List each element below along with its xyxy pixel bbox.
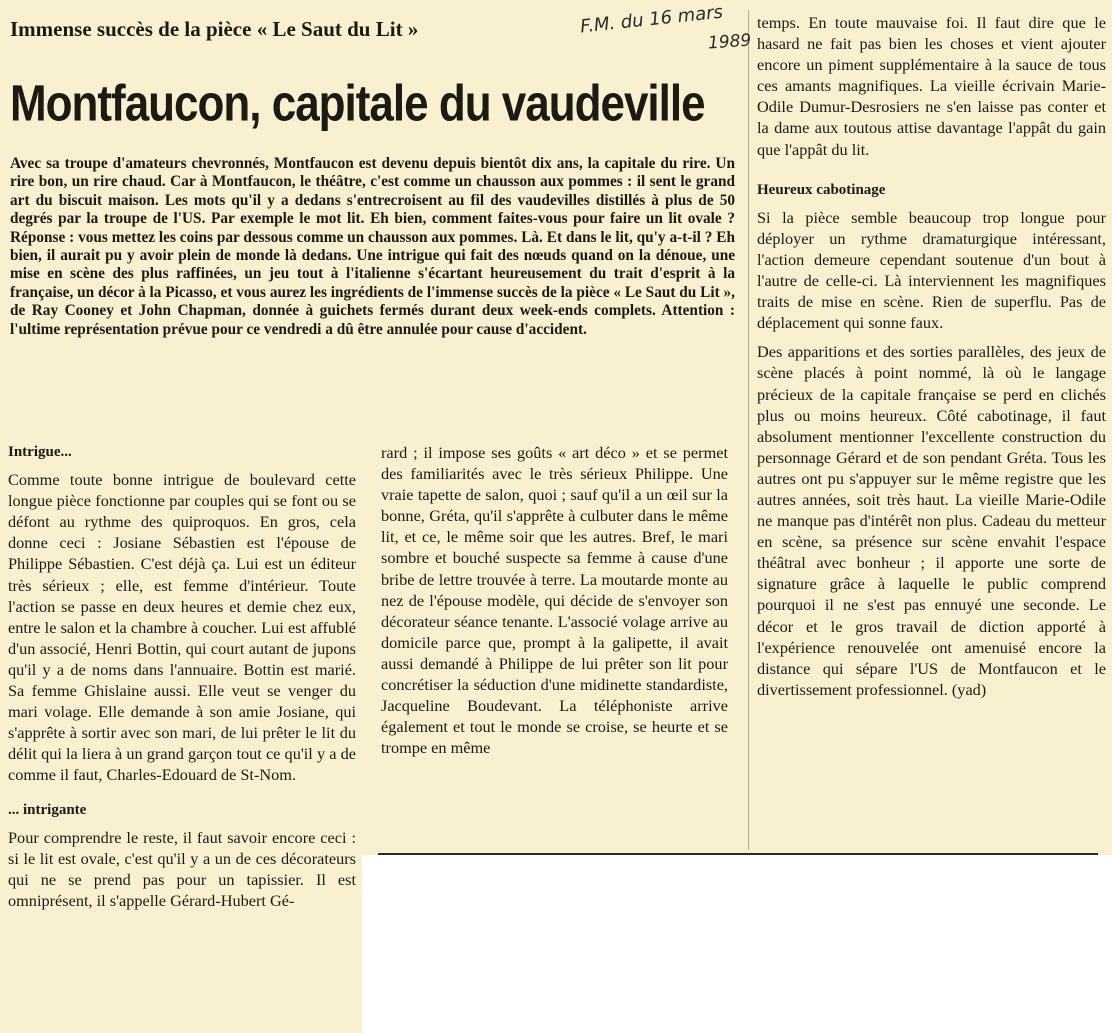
handwritten-date-note bbox=[576, 1, 766, 54]
column-3-paragraph-3: Des apparitions et des sorties parallèles, des jeux de scène placés à point nommé, là où le langage précieux de la capitale française se perd en clichés plus ou moins heureux. Côté cabotinage, il faut absolument mentionner l'excellente construction du personnage Gérard et de son pendant Gréta. Tous les autres ont pu s'appuyer sur le même registre que les autres années, soit très haut. La vieille Marie-Odile ne manque pas d'intérêt non plus. Cadeau du metteur en scène, sa présence sur scène envahit l'espace théâtral avec bonheur ; il apporte une sorte de signature grâce à laquelle le public comprend pourquoi il ne s'est pas ennuyé une seconde. Le décor et le gros travail de diction apporté à l'expérience renouvelée ont amenuisé encore la distance qui sépare l'US de Montfaucon et le divertissement professionnel. (yad) bbox=[757, 342, 1106, 699]
section-heading-intrigante: ... intrigante bbox=[8, 801, 87, 818]
article-column-3 bbox=[757, 12, 1106, 708]
article-lead: Avec sa troupe d'amateurs chevronnés, Montfaucon est devenu depuis bientôt dix ans, la capitale du rire. Un rire bon, un rire chaud. Car à Montfaucon, le théâtre, c'est comme un chausson aux pommes : il sent le grand art du biscuit maison. Les mots qu'il y a dedans s'entrecroisent au fil des vaudevilles distillés à plus de 50 degrés par la troupe de l'US. Par exemple le mot lit. Eh bien, comment faites-vous pour faire un lit ovale ? Réponse : vous mettez les coins par dessous comme un chausson aux pommes. Là. Et dans le lit, qu'y a-t-il ? Eh bien, il aurait pu y avoir plein de monde là dedans. Une intrigue qui fait des nœuds quand on la dénoue, une mise en scène des plus raffinées, un jeu tout à l'italienne s'écartant heureusement du trait d'esprit à la française, un décor à la Picasso, et vous aurez les ingrédients de l'immense succès de la pièce « Le Saut du Lit », de Ray Cooney et John Chapman, donnée à guichets fermés durant deux week-ends complets. Attention : l'ultime représentation prévue pour ce vendredi a dû être annulée pour cause d'accident. bbox=[10, 155, 735, 338]
column-1-paragraph-2: Pour comprendre le reste, il faut savoir encore ceci : si le lit est ovale, c'est qu'il y a un de ces décorateurs qui ne se prend pas pour un tapissier. Il est omniprésent, il s'appelle Gérard-Hubert Gé- bbox=[8, 827, 356, 910]
article-column-1 bbox=[8, 442, 356, 919]
column-3-paragraph-2: Si la pièce semble beaucoup trop longue pour déployer un rythme dramaturgique intéressant, l'action demeure cependant soutenue d'un bout à l'autre de celle-ci. Là interviennent les magnifiques traits de mise en scène. Rien de superflu. Pas de déplacement qui sonne faux. bbox=[757, 207, 1106, 333]
section-heading-heureux-cabotinage: Heureux cabotinage bbox=[757, 181, 886, 198]
column-2-paragraph-1: rard ; il impose ses goûts « art déco » et se permet des familiarités avec le très sérieux Philippe. Une vraie tapette de salon, quoi ; sauf qu'il a un œil sur la bonne, Gréta, qu'il s'apprête à culbuter dans le même lit, et ce, le même soir que les autres. Bref, le mari sombre et bouché suspecte sa femme à cause d'une bribe de lettre trouvée à terre. La moutarde monte au nez de l'épouse modèle, qui décide de s'envoyer son décorateur séance tenante. L'associé volage arrive au domicile parce que, prompt à la galipette, il avait aussi demandé à Philippe de lui prêter son lit pour concrétiser la séduction d'une midinette standardiste, Jacqueline Boudevant. La téléphoniste arrive également et tout le monde se croise, se heurte et se trompe en même bbox=[381, 443, 728, 758]
column-3-paragraph-1: temps. En toute mauvaise foi. Il faut dire que le hasard ne fait pas bien les choses et vient ajouter encore un piment supplémentaire à la sauce de tous ces amants magnifiques. La vieille écrivain Marie-Odile Dumur-Desrosiers ne s'en laisse pas conter et la dame aux toutous attise davantage l'appât du gain que l'appât du lit. bbox=[757, 13, 1106, 159]
handwritten-date-line2: 1989 bbox=[707, 30, 752, 54]
column-divider-right bbox=[748, 10, 749, 850]
column-1-paragraph-1: Comme toute bonne intrigue de boulevard cette longue pièce fonctionne par couples qui se font ou se défont au rythme des quiproquos. En gros, cela donne ceci : Josiane Sébastien est l'épouse de Philippe Sébastien. C'est déjà ça. Lui est un éditeur très sérieux ; elle, est femme d'intérieur. Toute l'action se passe en deux heures et demie chez eux, entre le salon et la chambre à coucher. Lui est affublé d'un associé, Henri Bottin, qui court autant de jupons qu'il y a de noms dans l'annuaire. Bottin est marié. Sa femme Ghislaine aussi. Elle veut se venger du mari volage. Elle demande à son amie Josiane, qui s'apprête à sortir avec son mari, de lui prêter le lit du délit qui la liera à un grand garçon tout ce qu'il y a de comme il faut, Charles-Edouard de St-Nom. bbox=[8, 470, 356, 785]
column-bottom-rule bbox=[378, 853, 1098, 855]
article-headline: Montfaucon, capitale du vaudeville bbox=[10, 75, 705, 133]
section-heading-intrigue: Intrigue... bbox=[8, 444, 72, 460]
handwritten-date-line1: F.M. du 16 mars bbox=[579, 1, 724, 38]
article-column-2 bbox=[381, 442, 728, 766]
article-kicker: Immense succès de la pièce « Le Saut du Lit » bbox=[10, 17, 419, 41]
